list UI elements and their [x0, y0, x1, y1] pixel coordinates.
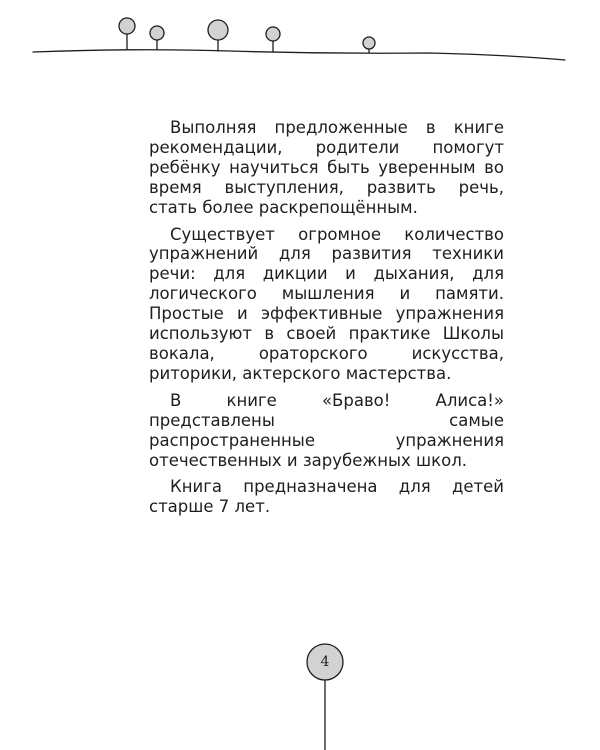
paragraph-3: В книге «Браво! Алиса!» представлены самые распространенные упражнения отечественных и зарубежных школ. [149, 390, 504, 470]
tree-icon [208, 20, 228, 51]
paragraph-4: Книга предназначена для детей старше 7 лет. [149, 477, 504, 517]
page-number: 4 [320, 654, 330, 670]
paragraph-1: Выполняя предложенные в книге рекомендации, родители помогут ребёнку научиться быть уверенным во время выступления, развить речь, стать более раскрепощённым. [149, 118, 504, 217]
tree-icon [363, 37, 375, 53]
tree-icon [150, 26, 164, 50]
body-text [149, 118, 504, 524]
ground-line [33, 50, 565, 60]
tree-icon [266, 27, 280, 52]
paragraph-2: Существует огромное количество упражнений для развития техники речи: для дикции и дыхания, для логического мышления и памяти. Простые и эффективные упражнения используют в своей практике Школы вокала, ораторского искусства, риторики, актерского мастерства. [149, 224, 504, 383]
tree-icon [119, 18, 135, 50]
